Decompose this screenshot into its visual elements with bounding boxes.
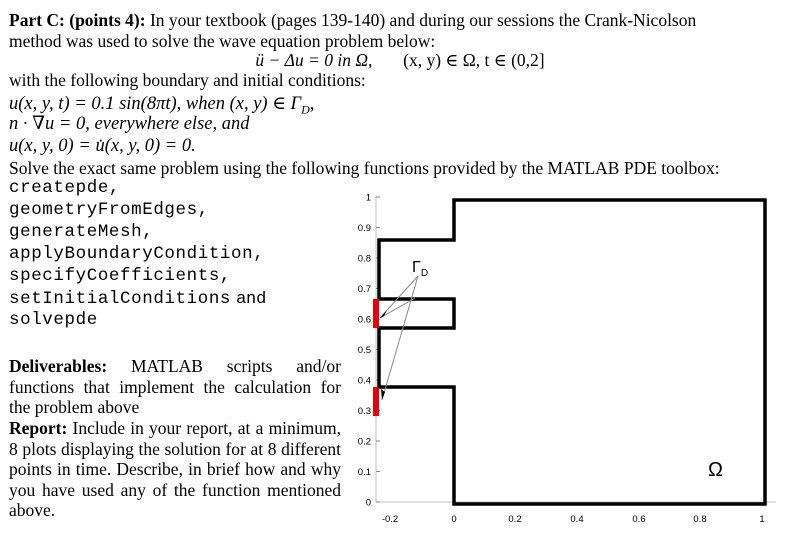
y-tick-label: 1 <box>365 192 371 204</box>
function-generatemesh: generateMesh, <box>9 222 154 242</box>
x-tick-label: 0 <box>451 514 457 525</box>
x-tick-label: 0.6 <box>632 514 646 525</box>
gamma-d-edge-upper <box>373 299 379 328</box>
y-tick-label: 0.9 <box>357 223 371 234</box>
equation-domain: (x, y) ∈ Ω, t ∈ (0,2] <box>403 50 545 70</box>
part-heading: Part C: (points 4): <box>9 10 146 30</box>
function-geometryfromedges: geometryFromEdges, <box>9 200 209 220</box>
y-tick-label: 0.5 <box>357 345 371 356</box>
function-specifycoefficients: specifyCoefficients, <box>9 266 232 286</box>
y-tick-label: 0 <box>365 497 371 509</box>
y-tick-label: 0.3 <box>357 406 371 417</box>
report-label: Report: <box>9 418 68 438</box>
intro-line-2: method was used to solve the wave equation problem below: <box>9 31 436 51</box>
x-tick-label: 0.8 <box>693 514 707 525</box>
deliverables-text: scripts and/or functions that implement the calculation for the problem above <box>9 356 341 417</box>
y-tick-label: 0.6 <box>357 314 371 326</box>
y-tick-label: 0.8 <box>357 253 371 265</box>
condition-3: u(x, y, 0) = u̇(x, y, 0) = 0. <box>9 136 196 156</box>
y-tick-label: 0.1 <box>357 467 371 478</box>
x-tick-label: 1 <box>759 514 765 525</box>
wave-equation <box>0 50 800 70</box>
toolbox-suffix: toolbox: <box>656 158 720 178</box>
gamma-d-label: $\Gamma_D$ <box>412 259 429 279</box>
deliverables-label: Deliverables: <box>9 356 108 376</box>
neumann-condition <box>9 114 249 134</box>
function-setinitialconditions-line <box>9 287 267 310</box>
x-ticks <box>382 514 765 525</box>
toolbox-name: MATLAB PDE <box>547 158 657 178</box>
intro-text: In your textbook (pages 139-140) and during our sessions the Crank-Nicolson <box>145 10 697 30</box>
function-solvepde: solvepde <box>9 310 98 330</box>
gamma-d-edge-lower <box>373 387 379 416</box>
conditions-intro: with the following boundary and initial conditions: <box>9 70 366 90</box>
gamma-pointer-2 <box>382 276 418 400</box>
condition-1-suffix: , <box>309 94 315 114</box>
x-tick-label: 0.4 <box>570 514 584 525</box>
report-block <box>9 418 341 521</box>
domain-figure <box>340 186 790 531</box>
condition-2: n · ∇u = 0, everywhere else, and <box>9 114 250 134</box>
y-tick-label: 0.4 <box>357 375 371 387</box>
x-tick-label: -0.2 <box>381 514 399 525</box>
y-tick-label: 0.7 <box>357 284 371 295</box>
function-setinitialconditions: setInitialConditions <box>9 289 232 309</box>
function-applyboundarycondition: applyBoundaryCondition, <box>9 244 265 264</box>
solve-text: Solve the exact same problem using the following functions provided by the <box>9 158 544 178</box>
initial-condition <box>9 136 196 156</box>
function-createpde: createpde, <box>9 178 121 198</box>
deliverables-matlab: MATLAB <box>131 356 203 376</box>
intro-line-1 <box>9 10 696 30</box>
omega-label: Ω <box>708 459 723 481</box>
gamma-pointer-3 <box>380 298 415 318</box>
deliverables-block <box>9 356 341 418</box>
solve-instruction <box>9 158 720 178</box>
and-word: and <box>231 288 267 307</box>
gamma-subscript: D <box>301 102 310 117</box>
equation-pde: ü − Δu = 0 in Ω, <box>255 50 373 70</box>
y-tick-label: 0.2 <box>357 436 371 448</box>
x-tick-label: 0.2 <box>508 514 522 525</box>
report-text: Include in your report, at a minimum, 8 plots displaying the solution for at 8 different points in time. Describe, in brief how and why you have used any of the function mentioned above. <box>9 418 341 520</box>
condition-1: u(x, y, t) = 0.1 sin(8πt), when (x, y) ∈ Γ <box>9 94 302 114</box>
y-ticks <box>358 193 380 509</box>
